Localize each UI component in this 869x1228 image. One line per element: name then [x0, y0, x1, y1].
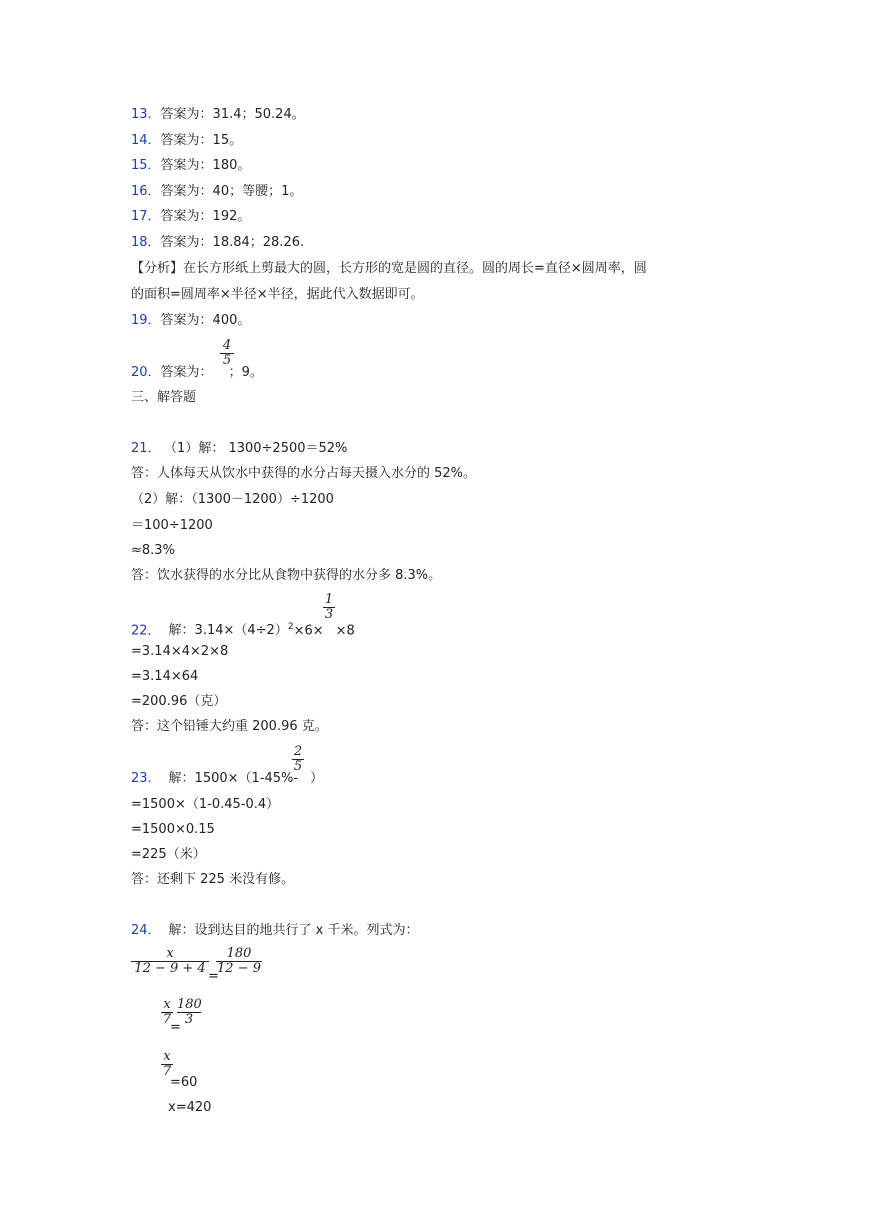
fraction-numerator: 2: [293, 744, 303, 759]
answer-15: [131, 158, 250, 174]
equals-sign: =: [170, 1020, 181, 1035]
question-number: 15．: [131, 158, 161, 173]
equation-1-left-fraction: [131, 947, 209, 976]
answer-16: [131, 184, 302, 200]
fraction-denominator: 5: [222, 353, 232, 368]
equation-4: x=420: [168, 1100, 212, 1115]
answer-14: [131, 133, 242, 149]
answer-suffix: ；9。: [228, 365, 263, 380]
analysis-line-1: 【分析】在长方形纸上剪最大的圆，长方形的宽是圆的直径。圆的周长=直径×圆周率，圆: [131, 261, 647, 276]
q22-line-3: =3.14×64: [131, 669, 199, 684]
answer-19: [131, 313, 250, 329]
fraction-numerator: 180: [226, 946, 252, 961]
equation-3-result: =60: [170, 1075, 198, 1090]
answer-text: 答案为：192。: [160, 209, 251, 224]
question-number: 18．: [131, 235, 161, 250]
fraction-4-5: [220, 339, 234, 368]
q22-line-1: [131, 619, 355, 639]
q23-line-3: =1500×0.15: [131, 822, 215, 837]
answer-prefix: 答案为：: [160, 365, 213, 380]
question-number: 22．: [131, 623, 161, 639]
answer-18: [131, 235, 304, 251]
question-number: 13．: [131, 107, 161, 122]
fraction-denominator: 5: [293, 759, 303, 774]
solution-text: ×8: [335, 623, 355, 639]
answer-text: 答案为：31.4；50.24。: [160, 107, 305, 122]
fraction-1-3: [323, 593, 335, 622]
fraction-denominator: 12 − 9: [217, 961, 261, 976]
fraction-denominator: 12 − 9 + 4: [134, 961, 206, 976]
fraction-denominator: 3: [184, 1012, 194, 1027]
q24-line-1: [131, 923, 419, 939]
answer-text: 答案为：40；等腰；1。: [160, 184, 303, 199]
answer-13: [131, 107, 305, 123]
question-number: 17．: [131, 209, 161, 224]
question-number: 14．: [131, 133, 161, 148]
answer-17: [131, 209, 250, 225]
q21-line-3: （2）解：（1300－1200）÷1200: [131, 492, 334, 507]
fraction-2-5: [292, 745, 304, 774]
solution-text: ）: [310, 771, 324, 786]
answer-text: 答案为：18.84；28.26.: [160, 235, 305, 250]
q21-line-4: ＝100÷1200: [131, 518, 213, 533]
answer-text: 答案为：400。: [160, 313, 251, 328]
question-number: 19．: [131, 313, 161, 328]
answer-20: [131, 365, 263, 381]
q22-line-4: =200.96（克）: [131, 694, 227, 709]
question-number: 16．: [131, 184, 161, 199]
q21-line-1: [131, 441, 347, 457]
fraction-numerator: x: [163, 997, 171, 1012]
fraction-numerator: 180: [177, 997, 202, 1012]
q21-line-2: 答：人体每天从饮水中获得的水分占每天摄入水分的 52%。: [131, 466, 477, 481]
fraction-numerator: x: [163, 1049, 171, 1064]
fraction-numerator: 1: [324, 592, 334, 607]
section-title: 三、解答题: [131, 390, 197, 405]
solution-text: 解：1500×（1-45%-: [168, 771, 299, 786]
equals-sign: =: [208, 969, 219, 984]
solution-text: ×6×: [293, 623, 324, 639]
answer-text: 答案为：15。: [160, 133, 243, 148]
fraction-denominator: 7: [162, 1064, 172, 1079]
exponent: 2: [287, 622, 294, 632]
equation-2-right-fraction: [177, 998, 201, 1027]
q21-line-5: ≈8.3%: [131, 543, 175, 558]
q22-line-5: 答：这个铅锤大约重 200.96 克。: [131, 719, 328, 734]
fraction-numerator: 4: [222, 338, 232, 353]
fraction-denominator: 7: [162, 1012, 172, 1027]
question-number: 21．: [131, 441, 161, 456]
analysis-line-2: 的面积=圆周率×半径×半径，据此代入数据即可。: [131, 287, 424, 302]
fraction-denominator: 3: [324, 607, 334, 622]
question-number: 20．: [131, 365, 161, 380]
q23-line-4: =225（米）: [131, 847, 206, 862]
fraction-numerator: x: [166, 946, 174, 961]
q21-line-6: 答：饮水获得的水分比从食物中获得的水分多 8.3%。: [131, 568, 442, 583]
solution-text: 解：设到达目的地共行了 x 千米。列式为：: [168, 923, 419, 938]
solution-text: （1）解： 1300÷2500＝52%: [170, 441, 348, 456]
answer-text: 答案为：180。: [160, 158, 251, 173]
q23-line-2: =1500×（1-0.45-0.4）: [131, 797, 280, 812]
question-number: 23．: [131, 771, 161, 786]
solution-text: 解：3.14×（4÷2）: [168, 623, 288, 639]
equation-1-right-fraction: [216, 947, 262, 976]
q22-line-2: =3.14×4×2×8: [131, 644, 229, 659]
q23-line-5: 答：还剩下 225 米没有修。: [131, 872, 295, 887]
question-number: 24．: [131, 923, 161, 938]
